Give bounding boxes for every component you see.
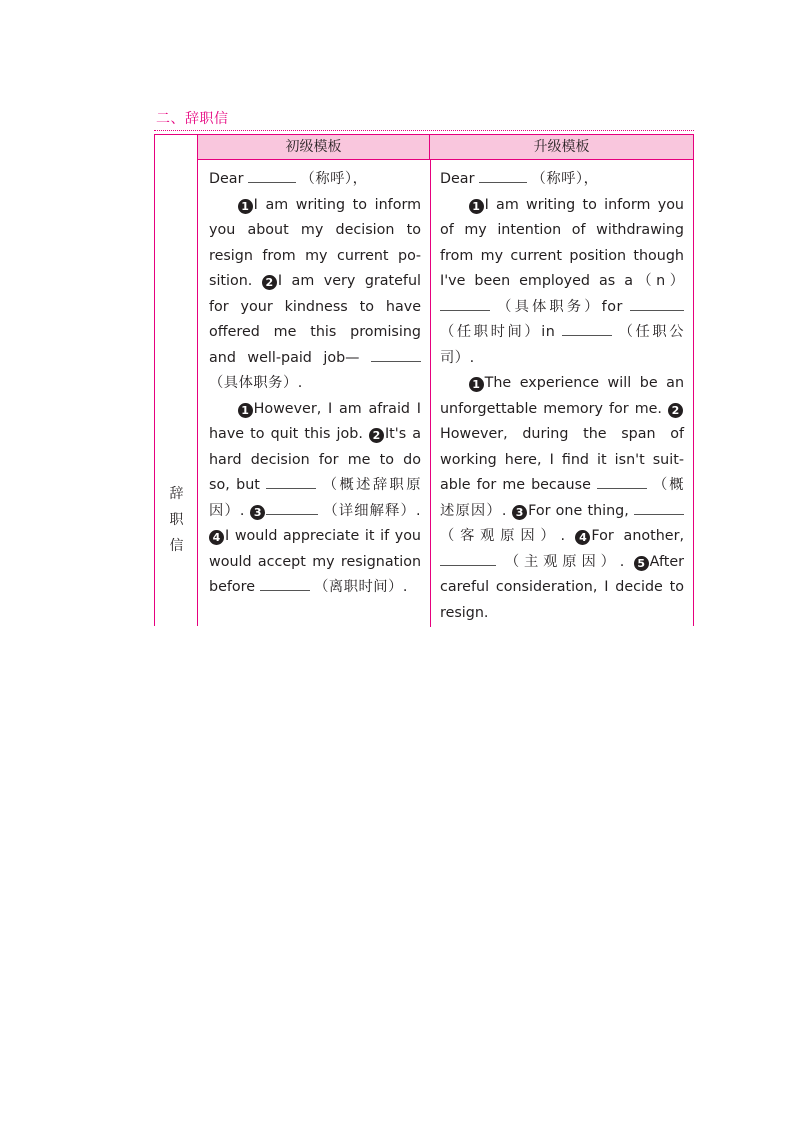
marker-4: 4 — [209, 530, 224, 545]
row-label-char: 辞 — [169, 486, 184, 502]
marker-3: 3 — [512, 505, 527, 520]
fill-blank[interactable] — [597, 474, 647, 489]
fill-blank[interactable] — [248, 168, 296, 183]
paragraph-1: 1 I am writing to inform you of my intention of withdrawing from my current position though I've been employed as a（n） （具体职务）for （任职时间）in （任职公司）. — [440, 196, 685, 366]
fill-blank[interactable] — [562, 321, 612, 336]
paragraph-1: 1 I am writing to inform you about my decision to resign from my current position. 2 I am very grateful for your kindness to have offered me this promising and well-paid job— （具体职务）. — [209, 196, 421, 391]
marker-2: 2 — [668, 403, 683, 418]
fill-blank[interactable] — [371, 347, 421, 362]
fill-blank[interactable] — [440, 551, 496, 566]
paragraph-2: 1 The experience will be an unforgettable memory for me. 2However, during the span of working here, I find it isn't suitable for me because （概述原因）. 3 For one thing, （客观原因）. 4 For another, （主观原因）. 5 After careful consideration, I decide to resign. — [440, 375, 685, 621]
fill-blank[interactable] — [266, 500, 318, 515]
fill-blank[interactable] — [440, 296, 490, 311]
fill-blank[interactable] — [630, 296, 684, 311]
advanced-template-text — [440, 167, 684, 626]
marker-3: 3 — [250, 505, 265, 520]
row-label-char: 信 — [169, 538, 184, 554]
marker-2: 2 — [262, 275, 277, 290]
template-table — [154, 134, 694, 626]
title-rule — [154, 130, 694, 131]
header-basic-template: 初级模板 — [198, 135, 430, 160]
marker-2: 2 — [369, 428, 384, 443]
paragraph-2: 1 However, I am afraid I have to quit this job. 2 It's a hard decision for me to do so, but （概述辞职原因）. 3 （详细解释）. 4 I would appreciate it if you would accept my resignation before （离职时间）. — [209, 400, 422, 595]
marker-5: 5 — [634, 556, 649, 571]
row-label — [155, 481, 198, 559]
fill-blank[interactable] — [266, 474, 316, 489]
salutation-line: Dear （称呼）， — [209, 167, 421, 193]
fill-blank[interactable] — [479, 168, 527, 183]
section-title: 二、辞职信 — [156, 111, 229, 127]
marker-1: 1 — [238, 403, 253, 418]
header-advanced-template: 升级模板 — [430, 135, 693, 160]
row-label-cell — [155, 135, 198, 626]
marker-1: 1 — [238, 199, 253, 214]
marker-4: 4 — [575, 530, 590, 545]
fill-blank[interactable] — [634, 500, 684, 515]
basic-template-text — [209, 167, 421, 601]
fill-blank[interactable] — [260, 576, 310, 591]
salutation-line: Dear （称呼）， — [440, 167, 684, 193]
marker-1: 1 — [469, 377, 484, 392]
column-divider — [430, 160, 431, 627]
row-label-char: 职 — [169, 512, 184, 528]
marker-1: 1 — [469, 199, 484, 214]
